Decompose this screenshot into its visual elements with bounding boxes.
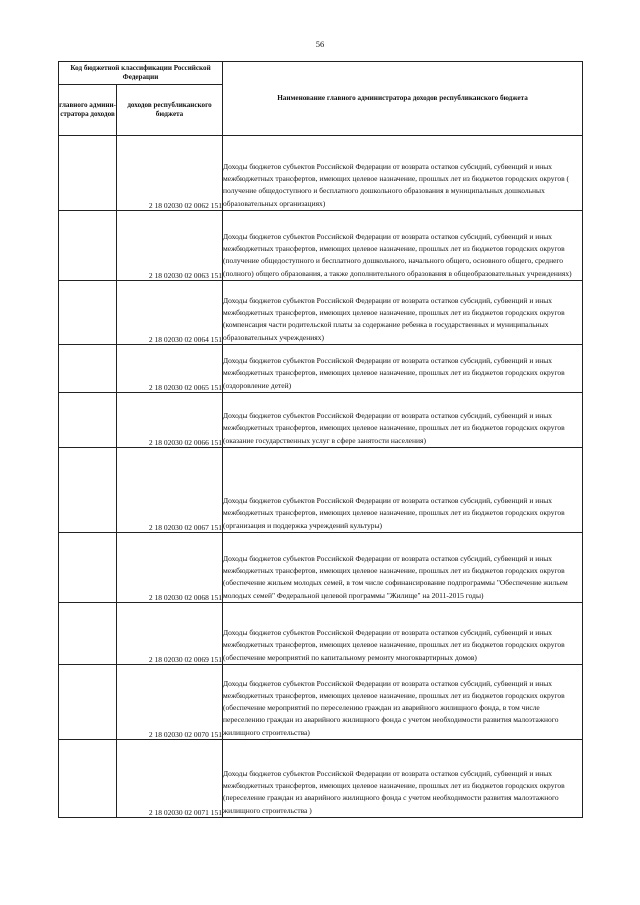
description-cell: Доходы бюджетов субъектов Российской Федерации от возврата остатков субсидий, субвенций и иных межбюджетных трансфертов, имеющих целевое назначение, прошлых лет из бюджетов городских округов (организация и поддержка учреждений культуры)	[223, 448, 583, 533]
description-cell: Доходы бюджетов субъектов Российской Федерации от возврата остатков субсидий, субвенций и иных межбюджетных трансфертов, имеющих целевое назначение, прошлых лет из бюджетов городских округов (переселение граждан из аварийного жилищного фонда с учетом необходимости развития малоэтажного жилищного строительства )	[223, 740, 583, 818]
description-cell: Доходы бюджетов субъектов Российской Федерации от возврата остатков субсидий, субвенций и иных межбюджетных трансфертов, имеющих целевое назначение, прошлых лет из бюджетов городских округов (обеспечение мероприятий по капитальному ремонту многоквартирных домов)	[223, 603, 583, 665]
income-code-cell: 2 18 02030 02 0063 151	[117, 211, 223, 281]
table-row	[59, 281, 583, 345]
admin-code-cell	[59, 211, 117, 281]
page-number: 56	[315, 39, 325, 49]
income-code-cell: 2 18 02030 02 0065 151	[117, 345, 223, 393]
header-administrator-name: Наименование главного администратора доходов республиканского бюджета	[223, 62, 583, 136]
income-code-cell: 2 18 02030 02 0066 151	[117, 393, 223, 448]
description-cell: Доходы бюджетов субъектов Российской Федерации от возврата остатков субсидий, субвенций и иных межбюджетных трансфертов, имеющих целевое назначение, прошлых лет из бюджетов городских округов ( получение общедоступного и бесплатного дошкольного образования в муниципальных дошкольных образовательных организациях)	[223, 136, 583, 211]
admin-code-cell	[59, 533, 117, 603]
table-row	[59, 665, 583, 740]
income-code-cell: 2 18 02030 02 0071 151	[117, 740, 223, 818]
admin-code-cell	[59, 393, 117, 448]
description-cell: Доходы бюджетов субъектов Российской Федерации от возврата остатков субсидий, субвенций и иных межбюджетных трансфертов, имеющих целевое назначение, прошлых лет из бюджетов городских округов (компенсация части родительской платы за содержание ребенка в государственных и муниципальных образовательных учреждениях)	[223, 281, 583, 345]
table-row	[59, 393, 583, 448]
description-cell: Доходы бюджетов субъектов Российской Федерации от возврата остатков субсидий, субвенций и иных межбюджетных трансфертов, имеющих целевое назначение, прошлых лет из бюджетов городских округов (обеспечение мероприятий по переселению граждан из аварийного жилищного фонда, в том числе переселению граждан из аварийного жилищного фонда с учетом необходимости развития малоэтажного жилищного строительства)	[223, 665, 583, 740]
table-row	[59, 345, 583, 393]
admin-code-cell	[59, 281, 117, 345]
income-code-cell: 2 18 02030 02 0064 151	[117, 281, 223, 345]
header-republican-income: доходов республиканского бюджета	[117, 85, 223, 136]
admin-code-cell	[59, 740, 117, 818]
budget-classification-table	[58, 61, 583, 818]
description-cell: Доходы бюджетов субъектов Российской Федерации от возврата остатков субсидий, субвенций и иных межбюджетных трансфертов, имеющих целевое назначение, прошлых лет из бюджетов городских округов (получение общедоступного и бесплатного дошкольного, начального общего, основного общего, среднего (полного) общего образования, а также дополнительного образования в общеобразовательных учреждениях)	[223, 211, 583, 281]
admin-code-cell	[59, 665, 117, 740]
description-cell: Доходы бюджетов субъектов Российской Федерации от возврата остатков субсидий, субвенций и иных межбюджетных трансфертов, имеющих целевое назначение, прошлых лет из бюджетов городских округов (обеспечение жильем молодых семей, в том числе софинансирование подпрограммы "Обеспечение жильем молодых семей" Федеральной целевой программы "Жилище" на 2011-2015 годы)	[223, 533, 583, 603]
description-cell: Доходы бюджетов субъектов Российской Федерации от возврата остатков субсидий, субвенций и иных межбюджетных трансфертов, имеющих целевое назначение, прошлых лет из бюджетов городских округов (оказание государственных услуг в сфере занятости населения)	[223, 393, 583, 448]
table-body	[59, 136, 583, 818]
income-code-cell: 2 18 02030 02 0069 151	[117, 603, 223, 665]
table-row	[59, 740, 583, 818]
income-code-cell: 2 18 02030 02 0068 151	[117, 533, 223, 603]
table-row	[59, 448, 583, 533]
income-code-cell: 2 18 02030 02 0062 151	[117, 136, 223, 211]
table-row	[59, 136, 583, 211]
description-cell: Доходы бюджетов субъектов Российской Федерации от возврата остатков субсидий, субвенций и иных межбюджетных трансфертов, имеющих целевое назначение, прошлых лет из бюджетов городских округов (оздоровление детей)	[223, 345, 583, 393]
income-code-cell: 2 18 02030 02 0067 151	[117, 448, 223, 533]
header-classification-code: Код бюджетной классификации Российской Федерации	[59, 62, 223, 85]
header-main-administrator: главного админи-стратора доходов	[59, 85, 117, 136]
admin-code-cell	[59, 603, 117, 665]
admin-code-cell	[59, 448, 117, 533]
admin-code-cell	[59, 345, 117, 393]
income-code-cell: 2 18 02030 02 0070 151	[117, 665, 223, 740]
admin-code-cell	[59, 136, 117, 211]
table-row	[59, 603, 583, 665]
table-row	[59, 533, 583, 603]
table-row	[59, 211, 583, 281]
